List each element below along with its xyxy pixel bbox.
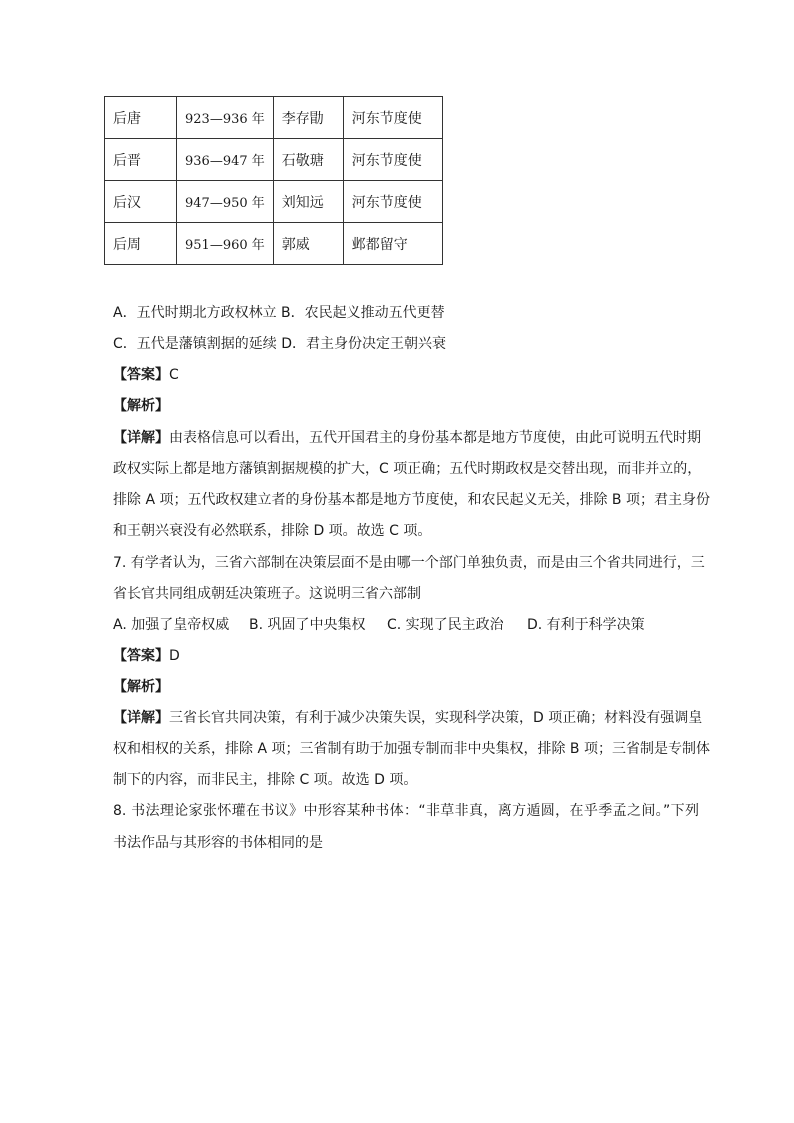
- q6-options-line-1: A．五代时期北方政权林立 B．农民起义推动五代更替: [113, 305, 445, 321]
- q8-stem-line-1: 8. 书法理论家张怀瓘在书议》中形容某种书体：“非草非真，离方遁圆，在乎季孟之间。”下列: [113, 803, 699, 819]
- table-row: [105, 223, 443, 265]
- q7-option-d: D. 有利于科学决策: [527, 617, 645, 633]
- q6-detail-line-1: [113, 428, 699, 448]
- table-row: [105, 139, 443, 181]
- table-cell: 951—960 年: [177, 223, 274, 265]
- q7-detail-line-2: 权和相权的关系，排除 A 项；三省制有助于加强专制而非中央集权，排除 B 项；三省制是专制体: [113, 741, 710, 757]
- detail-tag: 【详解】: [113, 710, 169, 726]
- answer-tag: 【答案】: [113, 367, 169, 383]
- table-cell: 河东节度使: [343, 181, 442, 223]
- q6-answer: [113, 365, 179, 385]
- table-body: [105, 97, 443, 265]
- q7-option-a: A. 加强了皇帝权威: [113, 617, 230, 633]
- q7-detail-line-1: [113, 708, 703, 728]
- table-cell: 河东节度使: [343, 97, 442, 139]
- answer-value: D: [169, 648, 180, 664]
- q7-stem-line-1: 7. 有学者认为，三省六部制在决策层面不是由哪一个部门单独负责，而是由三个省共同进行，三: [113, 555, 705, 571]
- q7-analysis-tag: [113, 677, 169, 697]
- table-cell: 后唐: [105, 97, 177, 139]
- table-cell: 后周: [105, 223, 177, 265]
- analysis-tag: 【解析】: [113, 398, 169, 414]
- table-cell: 刘知远: [273, 181, 343, 223]
- analysis-tag: 【解析】: [113, 679, 169, 695]
- q8-stem-line-2: 书法作品与其形容的书体相同的是: [113, 835, 323, 851]
- table-row: [105, 181, 443, 223]
- q7-stem-line-2: 省长官共同组成朝廷决策班子。这说明三省六部制: [113, 586, 421, 602]
- q7-answer: [113, 646, 180, 666]
- table-cell: 邺都留守: [343, 223, 442, 265]
- table-cell: 后汉: [105, 181, 177, 223]
- table-cell: 947—950 年: [177, 181, 274, 223]
- q6-options-line-2: C．五代是藩镇割据的延续 D．君主身份决定王朝兴衰: [113, 336, 447, 352]
- q6-detail-line-2: 政权实际上都是地方藩镇割据规模的扩大，C 项正确；五代时期政权是交替出现，而非并立的，: [113, 461, 702, 477]
- answer-tag: 【答案】: [113, 648, 169, 664]
- table-cell: 郭威: [273, 223, 343, 265]
- q6-analysis-tag: [113, 396, 169, 416]
- q6-detail-line-4: 和王朝兴衰没有必然联系，排除 D 项。故选 C 项。: [113, 523, 432, 539]
- table-cell: 李存勖: [273, 97, 343, 139]
- q7-options: [113, 615, 645, 635]
- table-row: [105, 97, 443, 139]
- dynasty-table: [104, 96, 443, 265]
- table-cell: 923—936 年: [177, 97, 274, 139]
- q7-detail-line-3: 制下的内容，而非民主，排除 C 项。故选 D 项。: [113, 772, 418, 788]
- answer-value: C: [169, 367, 179, 383]
- q7-option-b: B. 巩固了中央集权: [249, 617, 366, 633]
- q7-option-c: C. 实现了民主政治: [387, 617, 504, 633]
- table-cell: 936—947 年: [177, 139, 274, 181]
- table-cell: 石敬瑭: [273, 139, 343, 181]
- table-cell: 后晋: [105, 139, 177, 181]
- table-cell: 河东节度使: [343, 139, 442, 181]
- detail-tag: 【详解】: [113, 430, 169, 446]
- detail-text: 由表格信息可以看出，五代开国君主的身份基本都是地方节度使，由此可说明五代时期: [169, 430, 701, 446]
- q6-detail-line-3: 排除 A 项；五代政权建立者的身份基本都是地方节度使，和农民起义无关，排除 B 项；君主身份: [113, 492, 710, 508]
- detail-text: 三省长官共同决策，有利于减少决策失误，实现科学决策，D 项正确；材料没有强调皇: [169, 710, 703, 726]
